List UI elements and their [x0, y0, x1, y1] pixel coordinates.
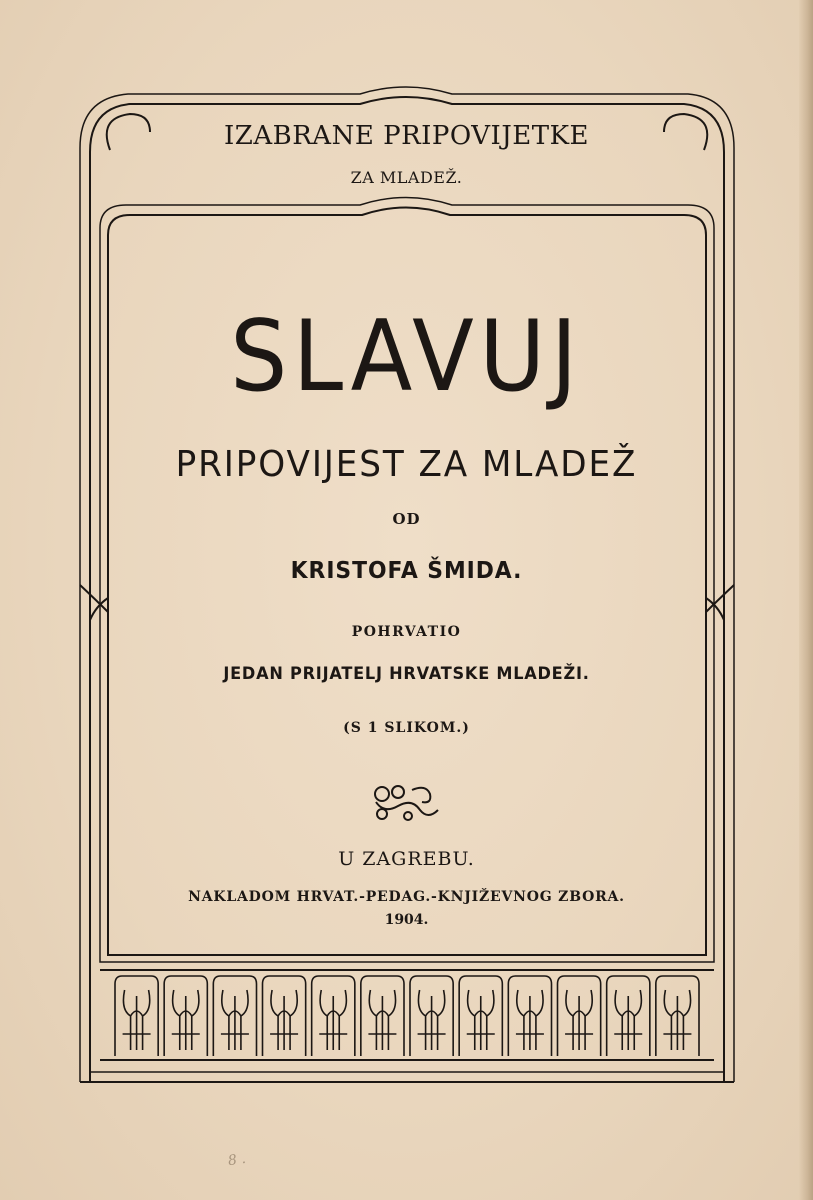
book-subtitle: PRIPOVIJEST ZA MLADEŽ: [175, 444, 638, 485]
pencil-mark: 8 .: [226, 1150, 247, 1170]
tulip-cell: [263, 976, 306, 1056]
adapted-label: POHRVATIO: [351, 624, 462, 640]
tulip-cell: [558, 976, 601, 1056]
book-title: SLAVUJ: [230, 300, 583, 414]
place-of-publication: U ZAGREBU.: [338, 848, 475, 870]
tulip-cell: [410, 976, 453, 1056]
fleuron-ornament-icon: [368, 780, 448, 824]
illustrations-note: (S 1 SLIKOM.): [343, 720, 470, 736]
publication-year: 1904.: [384, 912, 429, 928]
tulip-cell: [164, 976, 207, 1056]
tulip-cell: [607, 976, 650, 1056]
tulip-cell: [508, 976, 551, 1056]
series-title: IZABRANE PRIPOVIJETKE: [224, 121, 589, 151]
by-label: OD: [392, 510, 421, 528]
tulip-cell: [213, 976, 256, 1056]
translator-line: JEDAN PRIJATELJ HRVATSKE MLADEŽI.: [223, 664, 590, 684]
tulip-cell: [656, 976, 699, 1056]
tulip-cell: [115, 976, 158, 1056]
author-name: KRISTOFA ŠMIDA.: [290, 558, 523, 584]
tulip-frieze: [115, 976, 699, 1056]
tulip-cell: [361, 976, 404, 1056]
series-subtitle: ZA MLADEŽ.: [350, 168, 463, 187]
tulip-cell: [459, 976, 502, 1056]
tulip-cell: [312, 976, 355, 1056]
publisher-line: NAKLADOM HRVAT.-PEDAG.-KNJIŽEVNOG ZBORA.: [188, 889, 625, 905]
